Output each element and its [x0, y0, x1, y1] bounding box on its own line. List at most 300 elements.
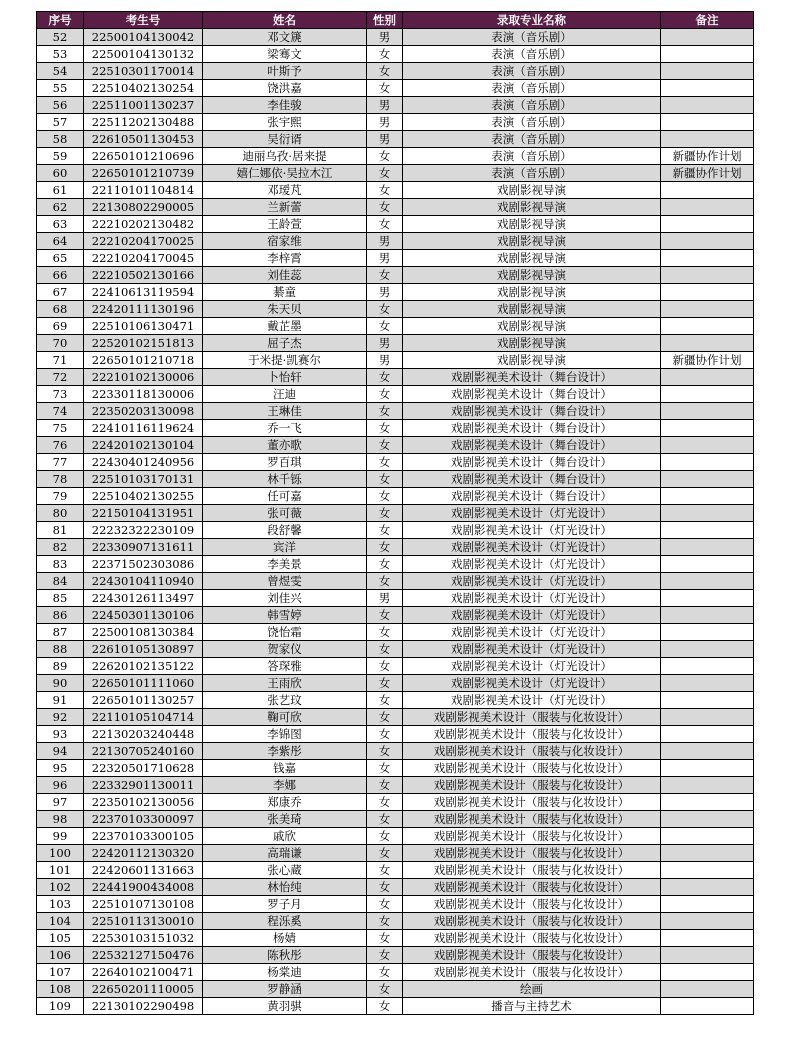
cell-exam-id: 22510107130108	[84, 896, 203, 913]
cell-gender: 男	[367, 284, 403, 301]
cell-name: 黄羽骐	[203, 998, 367, 1015]
cell-major: 戏剧影视美术设计（舞台设计）	[403, 454, 661, 471]
cell-exam-id: 22332901130011	[84, 777, 203, 794]
cell-index: 68	[37, 301, 84, 318]
cell-name: 于米提·凯赛尔	[203, 352, 367, 369]
table-row	[37, 947, 754, 964]
cell-exam-id: 22320501710628	[84, 760, 203, 777]
cell-gender: 女	[367, 777, 403, 794]
cell-major: 戏剧影视美术设计（服装与化妆设计）	[403, 828, 661, 845]
table-row	[37, 148, 754, 165]
cell-major: 戏剧影视美术设计（舞台设计）	[403, 437, 661, 454]
cell-name: 段舒馨	[203, 522, 367, 539]
cell-gender: 女	[367, 46, 403, 63]
cell-gender: 女	[367, 148, 403, 165]
cell-major: 戏剧影视美术设计（灯光设计）	[403, 675, 661, 692]
cell-gender: 女	[367, 641, 403, 658]
cell-gender: 女	[367, 556, 403, 573]
table-row	[37, 879, 754, 896]
cell-major: 戏剧影视美术设计（舞台设计）	[403, 403, 661, 420]
cell-remark	[661, 896, 754, 913]
cell-remark	[661, 590, 754, 607]
table-row	[37, 471, 754, 488]
cell-exam-id: 22532127150476	[84, 947, 203, 964]
cell-gender: 女	[367, 811, 403, 828]
cell-remark	[661, 607, 754, 624]
cell-remark	[661, 641, 754, 658]
cell-exam-id: 22620102135122	[84, 658, 203, 675]
cell-index: 93	[37, 726, 84, 743]
table-row	[37, 641, 754, 658]
cell-name: 李娜	[203, 777, 367, 794]
cell-name: 郑康乔	[203, 794, 367, 811]
cell-major: 戏剧影视美术设计（服装与化妆设计）	[403, 743, 661, 760]
cell-gender: 女	[367, 794, 403, 811]
cell-index: 83	[37, 556, 84, 573]
table-row	[37, 896, 754, 913]
cell-remark	[661, 182, 754, 199]
cell-remark	[661, 335, 754, 352]
cell-exam-id: 22420112130320	[84, 845, 203, 862]
cell-index: 97	[37, 794, 84, 811]
cell-remark	[661, 981, 754, 998]
cell-major: 戏剧影视美术设计（服装与化妆设计）	[403, 794, 661, 811]
cell-exam-id: 22350102130056	[84, 794, 203, 811]
cell-index: 84	[37, 573, 84, 590]
cell-gender: 女	[367, 624, 403, 641]
cell-gender: 女	[367, 913, 403, 930]
cell-index: 98	[37, 811, 84, 828]
table-row	[37, 488, 754, 505]
cell-exam-id: 22370103300097	[84, 811, 203, 828]
cell-major: 戏剧影视美术设计（服装与化妆设计）	[403, 879, 661, 896]
cell-remark	[661, 284, 754, 301]
cell-name: 王琳佳	[203, 403, 367, 420]
cell-gender: 男	[367, 335, 403, 352]
table-row	[37, 624, 754, 641]
cell-gender: 女	[367, 267, 403, 284]
cell-remark	[661, 539, 754, 556]
table-row	[37, 46, 754, 63]
table-row	[37, 811, 754, 828]
cell-exam-id: 22441900434008	[84, 879, 203, 896]
cell-remark	[661, 29, 754, 46]
table-row	[37, 420, 754, 437]
cell-index: 103	[37, 896, 84, 913]
cell-exam-id: 22650101130257	[84, 692, 203, 709]
cell-index: 86	[37, 607, 84, 624]
table-row	[37, 675, 754, 692]
cell-gender: 女	[367, 216, 403, 233]
table-row	[37, 250, 754, 267]
table-row	[37, 760, 754, 777]
cell-name: 汪迪	[203, 386, 367, 403]
cell-index: 94	[37, 743, 84, 760]
cell-major: 戏剧影视导演	[403, 250, 661, 267]
cell-name: 张可薇	[203, 505, 367, 522]
cell-remark	[661, 318, 754, 335]
cell-gender: 女	[367, 63, 403, 80]
table-row	[37, 216, 754, 233]
cell-name: 董亦歌	[203, 437, 367, 454]
cell-index: 85	[37, 590, 84, 607]
cell-exam-id: 22510301170014	[84, 63, 203, 80]
table-row	[37, 114, 754, 131]
cell-major: 戏剧影视美术设计（灯光设计）	[403, 505, 661, 522]
cell-gender: 女	[367, 80, 403, 97]
cell-name: 李紫彤	[203, 743, 367, 760]
cell-exam-id: 22650201110005	[84, 981, 203, 998]
cell-exam-id: 22650101210696	[84, 148, 203, 165]
cell-name: 高瑞谦	[203, 845, 367, 862]
cell-major: 戏剧影视导演	[403, 335, 661, 352]
cell-remark	[661, 471, 754, 488]
cell-gender: 女	[367, 522, 403, 539]
cell-major: 戏剧影视美术设计（服装与化妆设计）	[403, 811, 661, 828]
cell-gender: 女	[367, 675, 403, 692]
cell-gender: 女	[367, 726, 403, 743]
cell-index: 106	[37, 947, 84, 964]
cell-major: 表演（音乐剧）	[403, 63, 661, 80]
cell-remark	[661, 403, 754, 420]
cell-gender: 女	[367, 658, 403, 675]
cell-major: 戏剧影视导演	[403, 301, 661, 318]
table-row	[37, 233, 754, 250]
cell-remark	[661, 998, 754, 1015]
header-index: 序号	[37, 12, 84, 29]
cell-exam-id: 22500108130384	[84, 624, 203, 641]
cell-index: 100	[37, 845, 84, 862]
cell-remark	[661, 794, 754, 811]
cell-remark	[661, 216, 754, 233]
table-row	[37, 930, 754, 947]
cell-name: 张心蔵	[203, 862, 367, 879]
table-row	[37, 913, 754, 930]
cell-remark	[661, 828, 754, 845]
cell-name: 陈秋彤	[203, 947, 367, 964]
cell-major: 戏剧影视美术设计（灯光设计）	[403, 607, 661, 624]
cell-remark	[661, 97, 754, 114]
table-row	[37, 437, 754, 454]
table-row	[37, 777, 754, 794]
cell-index: 88	[37, 641, 84, 658]
cell-major: 戏剧影视导演	[403, 352, 661, 369]
cell-exam-id: 22210102130006	[84, 369, 203, 386]
cell-major: 戏剧影视美术设计（服装与化妆设计）	[403, 896, 661, 913]
cell-index: 66	[37, 267, 84, 284]
table-row	[37, 301, 754, 318]
cell-name: 罗子月	[203, 896, 367, 913]
table-row	[37, 998, 754, 1015]
cell-gender: 女	[367, 947, 403, 964]
cell-name: 罗百琪	[203, 454, 367, 471]
cell-index: 58	[37, 131, 84, 148]
cell-gender: 女	[367, 539, 403, 556]
cell-remark	[661, 811, 754, 828]
cell-major: 戏剧影视导演	[403, 182, 661, 199]
cell-exam-id: 22370103300105	[84, 828, 203, 845]
cell-gender: 女	[367, 879, 403, 896]
cell-index: 99	[37, 828, 84, 845]
cell-remark	[661, 420, 754, 437]
cell-index: 102	[37, 879, 84, 896]
table-row	[37, 369, 754, 386]
cell-gender: 女	[367, 998, 403, 1015]
cell-gender: 女	[367, 896, 403, 913]
table-row	[37, 573, 754, 590]
cell-remark	[661, 301, 754, 318]
cell-name: 贺家仪	[203, 641, 367, 658]
cell-exam-id: 22420111130196	[84, 301, 203, 318]
cell-name: 戚欣	[203, 828, 367, 845]
table-row	[37, 165, 754, 182]
cell-exam-id: 22130203240448	[84, 726, 203, 743]
header-name: 姓名	[203, 12, 367, 29]
cell-exam-id: 22330118130006	[84, 386, 203, 403]
cell-name: 李梓霄	[203, 250, 367, 267]
cell-major: 戏剧影视美术设计（服装与化妆设计）	[403, 947, 661, 964]
cell-exam-id: 22232322230109	[84, 522, 203, 539]
cell-index: 104	[37, 913, 84, 930]
cell-gender: 女	[367, 828, 403, 845]
cell-gender: 女	[367, 471, 403, 488]
cell-name: 程泺奚	[203, 913, 367, 930]
header-row	[37, 12, 754, 29]
cell-major: 戏剧影视导演	[403, 216, 661, 233]
cell-index: 87	[37, 624, 84, 641]
cell-remark	[661, 624, 754, 641]
table-row	[37, 80, 754, 97]
cell-exam-id: 22530103151032	[84, 930, 203, 947]
cell-name: 任可嘉	[203, 488, 367, 505]
cell-remark	[661, 777, 754, 794]
cell-gender: 女	[367, 386, 403, 403]
cell-major: 表演（音乐剧）	[403, 114, 661, 131]
cell-name: 朱天贝	[203, 301, 367, 318]
cell-name: 答琛雅	[203, 658, 367, 675]
table-row	[37, 964, 754, 981]
cell-major: 戏剧影视美术设计（服装与化妆设计）	[403, 964, 661, 981]
cell-major: 表演（音乐剧）	[403, 46, 661, 63]
cell-name: 杨婧	[203, 930, 367, 947]
cell-name: 罗静涵	[203, 981, 367, 998]
cell-exam-id: 22210204170025	[84, 233, 203, 250]
cell-gender: 女	[367, 930, 403, 947]
cell-remark	[661, 488, 754, 505]
cell-major: 戏剧影视美术设计（服装与化妆设计）	[403, 726, 661, 743]
cell-exam-id: 22130102290498	[84, 998, 203, 1015]
cell-name: 吴衍谞	[203, 131, 367, 148]
cell-remark	[661, 760, 754, 777]
cell-exam-id: 22350203130098	[84, 403, 203, 420]
cell-gender: 女	[367, 505, 403, 522]
cell-name: 饶洪嘉	[203, 80, 367, 97]
cell-remark	[661, 573, 754, 590]
cell-remark	[661, 233, 754, 250]
cell-name: 林怡纯	[203, 879, 367, 896]
cell-major: 戏剧影视美术设计（服装与化妆设计）	[403, 845, 661, 862]
cell-major: 戏剧影视导演	[403, 233, 661, 250]
cell-index: 96	[37, 777, 84, 794]
table-row	[37, 505, 754, 522]
cell-index: 90	[37, 675, 84, 692]
cell-gender: 女	[367, 403, 403, 420]
table-row	[37, 556, 754, 573]
cell-name: 兰新蕾	[203, 199, 367, 216]
cell-index: 74	[37, 403, 84, 420]
cell-remark	[661, 522, 754, 539]
cell-index: 63	[37, 216, 84, 233]
cell-index: 69	[37, 318, 84, 335]
cell-remark	[661, 46, 754, 63]
cell-name: 钱嘉	[203, 760, 367, 777]
cell-gender: 女	[367, 709, 403, 726]
cell-index: 80	[37, 505, 84, 522]
cell-remark	[661, 63, 754, 80]
cell-exam-id: 22371502303086	[84, 556, 203, 573]
cell-remark	[661, 386, 754, 403]
cell-exam-id: 22110101104814	[84, 182, 203, 199]
cell-exam-id: 22510402130255	[84, 488, 203, 505]
cell-exam-id: 22650101210718	[84, 352, 203, 369]
table-row	[37, 63, 754, 80]
cell-index: 73	[37, 386, 84, 403]
cell-gender: 男	[367, 352, 403, 369]
cell-remark	[661, 913, 754, 930]
cell-gender: 男	[367, 114, 403, 131]
cell-index: 56	[37, 97, 84, 114]
cell-major: 播音与主持艺术	[403, 998, 661, 1015]
cell-name: 乔一飞	[203, 420, 367, 437]
cell-name: 邓瑷芃	[203, 182, 367, 199]
cell-major: 戏剧影视导演	[403, 267, 661, 284]
cell-name: 张艺玟	[203, 692, 367, 709]
cell-index: 52	[37, 29, 84, 46]
cell-name: 卜怡轩	[203, 369, 367, 386]
cell-exam-id: 22511202130488	[84, 114, 203, 131]
cell-index: 91	[37, 692, 84, 709]
table-row	[37, 539, 754, 556]
cell-index: 75	[37, 420, 84, 437]
cell-index: 71	[37, 352, 84, 369]
cell-index: 108	[37, 981, 84, 998]
cell-name: 宾洋	[203, 539, 367, 556]
cell-index: 82	[37, 539, 84, 556]
cell-major: 戏剧影视导演	[403, 284, 661, 301]
cell-index: 53	[37, 46, 84, 63]
cell-gender: 女	[367, 199, 403, 216]
table-row	[37, 284, 754, 301]
cell-exam-id: 22610501130453	[84, 131, 203, 148]
cell-index: 77	[37, 454, 84, 471]
cell-exam-id: 22210502130166	[84, 267, 203, 284]
cell-major: 戏剧影视美术设计（服装与化妆设计）	[403, 930, 661, 947]
table-header	[37, 12, 754, 29]
cell-exam-id: 22511001130237	[84, 97, 203, 114]
cell-gender: 女	[367, 862, 403, 879]
header-exam-id: 考生号	[84, 12, 203, 29]
table-row	[37, 403, 754, 420]
cell-gender: 女	[367, 743, 403, 760]
cell-major: 戏剧影视美术设计（灯光设计）	[403, 692, 661, 709]
cell-gender: 女	[367, 964, 403, 981]
cell-major: 戏剧影视美术设计（灯光设计）	[403, 624, 661, 641]
cell-gender: 女	[367, 607, 403, 624]
cell-remark	[661, 964, 754, 981]
cell-remark	[661, 505, 754, 522]
cell-major: 戏剧影视美术设计（服装与化妆设计）	[403, 913, 661, 930]
cell-remark: 新疆协作计划	[661, 148, 754, 165]
cell-exam-id: 22110105104714	[84, 709, 203, 726]
table-row	[37, 335, 754, 352]
cell-name: 叶斯予	[203, 63, 367, 80]
cell-exam-id: 22130705240160	[84, 743, 203, 760]
cell-gender: 女	[367, 760, 403, 777]
cell-major: 戏剧影视美术设计（灯光设计）	[403, 539, 661, 556]
table-row	[37, 352, 754, 369]
cell-gender: 男	[367, 233, 403, 250]
cell-index: 107	[37, 964, 84, 981]
cell-exam-id: 22430104110940	[84, 573, 203, 590]
cell-name: 林千铄	[203, 471, 367, 488]
cell-index: 55	[37, 80, 84, 97]
cell-gender: 女	[367, 454, 403, 471]
cell-remark	[661, 947, 754, 964]
table-row	[37, 267, 754, 284]
cell-remark	[661, 743, 754, 760]
cell-gender: 女	[367, 573, 403, 590]
table-row	[37, 862, 754, 879]
table-row	[37, 743, 754, 760]
cell-name: 李锦图	[203, 726, 367, 743]
table-row	[37, 709, 754, 726]
cell-major: 戏剧影视美术设计（舞台设计）	[403, 369, 661, 386]
cell-major: 表演（音乐剧）	[403, 148, 661, 165]
cell-name: 戴芷墨	[203, 318, 367, 335]
cell-major: 表演（音乐剧）	[403, 29, 661, 46]
table-row	[37, 590, 754, 607]
cell-exam-id: 22650101111060	[84, 675, 203, 692]
cell-remark	[661, 658, 754, 675]
cell-exam-id: 22510113130010	[84, 913, 203, 930]
cell-name: 张宇熙	[203, 114, 367, 131]
cell-gender: 女	[367, 981, 403, 998]
cell-name: 饶怡霜	[203, 624, 367, 641]
cell-gender: 女	[367, 437, 403, 454]
table-row	[37, 386, 754, 403]
cell-major: 表演（音乐剧）	[403, 131, 661, 148]
cell-major: 表演（音乐剧）	[403, 97, 661, 114]
cell-major: 表演（音乐剧）	[403, 165, 661, 182]
cell-remark	[661, 267, 754, 284]
cell-exam-id: 22510106130471	[84, 318, 203, 335]
cell-name: 杨棠迪	[203, 964, 367, 981]
table-body	[37, 29, 754, 1015]
table-row	[37, 318, 754, 335]
cell-major: 戏剧影视美术设计（灯光设计）	[403, 556, 661, 573]
cell-index: 59	[37, 148, 84, 165]
cell-remark	[661, 692, 754, 709]
cell-gender: 女	[367, 182, 403, 199]
cell-exam-id: 22510402130254	[84, 80, 203, 97]
cell-exam-id: 22520102151813	[84, 335, 203, 352]
cell-exam-id: 22430126113497	[84, 590, 203, 607]
cell-name: 张美琦	[203, 811, 367, 828]
cell-name: 王龄萱	[203, 216, 367, 233]
cell-remark	[661, 250, 754, 267]
table-row	[37, 29, 754, 46]
cell-index: 72	[37, 369, 84, 386]
